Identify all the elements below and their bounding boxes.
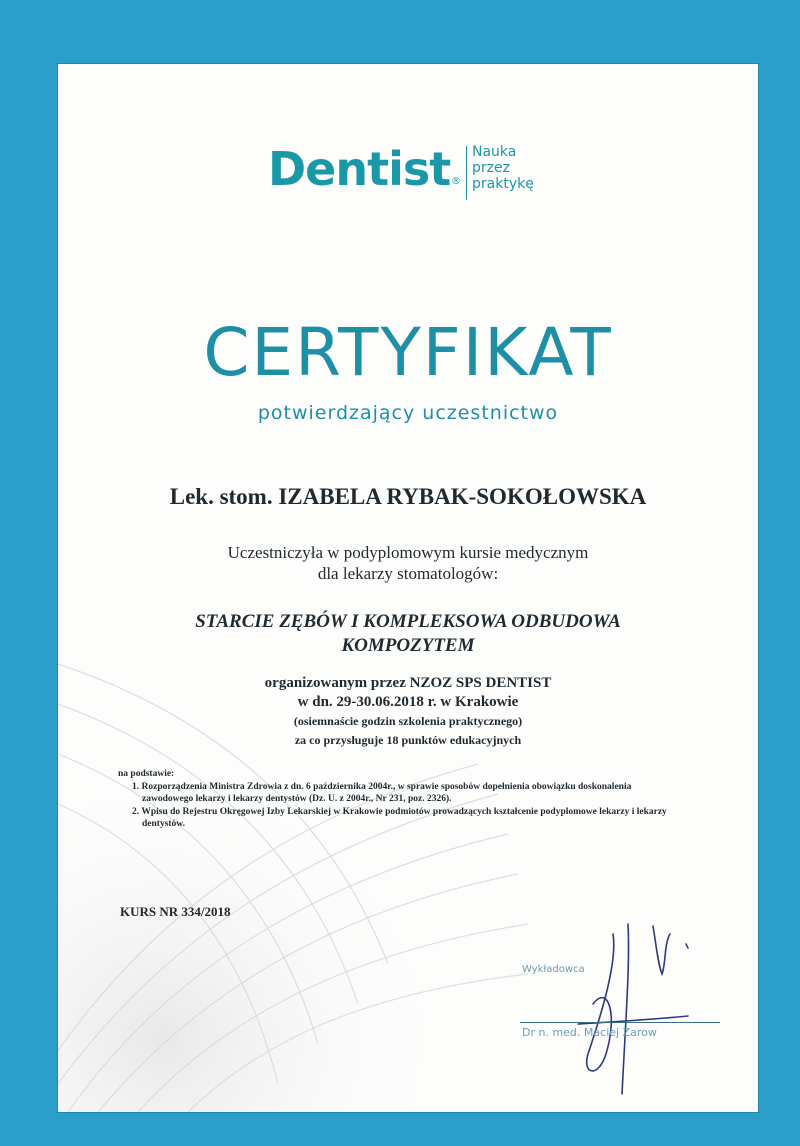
certificate-title: CERTYFIKAT — [203, 314, 613, 391]
tagline-line-3: praktykę — [472, 176, 534, 192]
organizer-details — [58, 674, 758, 750]
legal-basis-item-2: 2. Wpisu do Rejestru Okręgowej Izby Lekarskiej w Krakowie podmiotów prowadzących kształcenie podyplomowe lekarzy i lekarzy dentystów. — [132, 806, 667, 829]
points-line: za co przysługuje 18 punktów edukacyjnych — [294, 733, 522, 747]
participation-line-2: dla lekarzy stomatologów: — [317, 564, 499, 583]
course-title-line-1: STARCIE ZĘBÓW I KOMPLEKSOWA ODBUDOWA — [195, 611, 621, 632]
lecturer-label: Wykładowca — [522, 964, 585, 975]
participation-line-1: Uczestniczyła w podyplomowym kursie medycznym — [227, 543, 589, 562]
legal-basis-item-1: 1. Rozporządzenia Ministra Zdrowia z dn. 6 października 2004r., w sprawie sposobów dopełnienia obowiązku doskonalenia zawodowego lekarzy i lekarzy dentystów (Dz. U. z 2004r., Nr 231, poz. 2326). — [132, 781, 632, 804]
certificate-paper — [58, 64, 758, 1112]
recipient-name: Lek. stom. IZABELA RYBAK-SOKOŁOWSKA — [169, 484, 647, 509]
tagline-line-2: przez — [472, 160, 510, 176]
participation-text — [58, 542, 758, 584]
course-title — [58, 610, 758, 658]
certificate-subtitle: potwierdzający uczestnictwo — [257, 402, 559, 424]
logo-registered-mark: ® — [451, 176, 461, 187]
legal-basis-heading: na podstawie: — [118, 769, 175, 779]
logo-tagline — [472, 144, 534, 192]
logo-divider — [466, 146, 467, 200]
organizer-line: organizowanym przez NZOZ SPS DENTIST — [264, 675, 552, 691]
signature-line — [520, 1022, 720, 1023]
course-number: KURS NR 334/2018 — [120, 904, 231, 919]
lecturer-name: Dr n. med. Maciej Żarow — [522, 1026, 657, 1039]
hours-line: (osiemnaście godzin szkolenia praktycznego) — [293, 714, 523, 728]
date-location-line: w dn. 29-30.06.2018 r. w Krakowie — [297, 694, 519, 710]
course-title-line-2: KOMPOZYTEM — [341, 635, 475, 656]
tagline-line-1: Nauka — [472, 144, 517, 160]
signature — [558, 904, 718, 1104]
legal-basis — [118, 768, 678, 831]
logo-brand: Dentist — [268, 142, 451, 196]
